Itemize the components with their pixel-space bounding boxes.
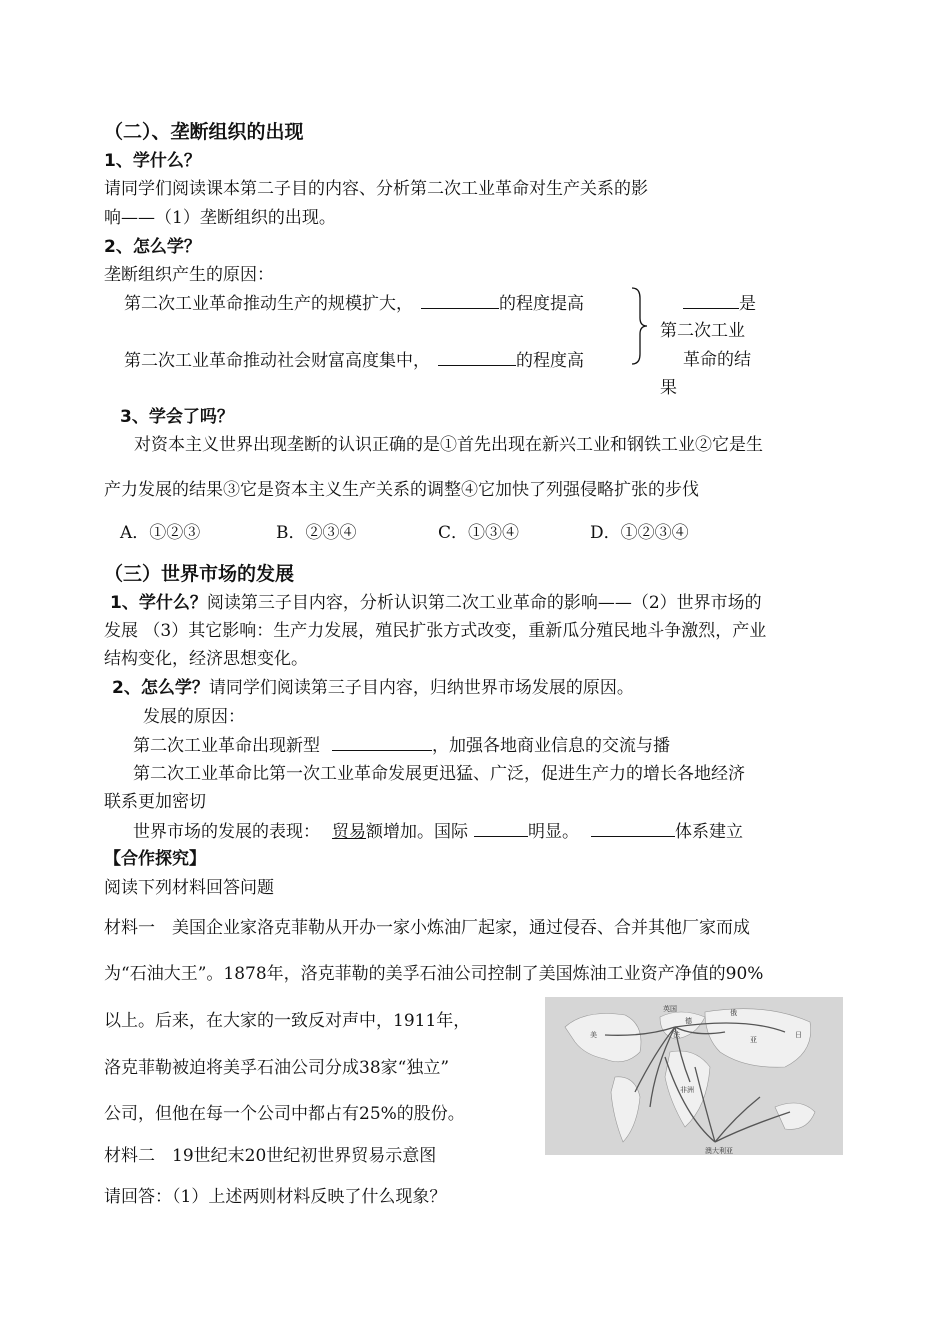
map-label-asia: 亚 bbox=[750, 1036, 757, 1044]
cause-2-text: 第二次工业革命推动社会财富高度集中， bbox=[124, 351, 430, 371]
question-1: 请回答：（1）上述两则材料反映了什么现象？ bbox=[104, 1187, 447, 1207]
material-1-line-4: 洛克菲勒被迫将美孚石油公司分成38家“独立” bbox=[104, 1058, 450, 1078]
section3-title: （三）世界市场的发展 bbox=[104, 563, 295, 585]
map-label-france: 法 bbox=[673, 1031, 680, 1039]
option-c[interactable]: C．①③④ bbox=[438, 523, 520, 543]
section3-q2 bbox=[112, 677, 634, 699]
map-label-africa: 非洲 bbox=[680, 1086, 694, 1094]
section3-q1-text-2: 发展 （3）其它影响：生产力发展，殖民扩张方式改变，重新瓜分殖民地斗争激烈，产业 bbox=[104, 621, 767, 641]
world-trade-map-drawing bbox=[545, 997, 843, 1155]
reason-1 bbox=[133, 734, 670, 757]
result-text-2: 第二次工业 bbox=[660, 321, 745, 341]
world-trade-map bbox=[545, 997, 843, 1155]
cause-2 bbox=[124, 349, 584, 372]
coop-title: 【合作探究】 bbox=[104, 849, 206, 869]
section3-q1-text-1: 阅读第三子目内容，分析认识第二次工业革命的影响——（2）世界市场的 bbox=[206, 593, 762, 613]
performance-trade: 贸易 bbox=[332, 822, 366, 842]
map-label-japan: 日 bbox=[795, 1031, 802, 1039]
material-1-line-1: 材料一 美国企业家洛克菲勒从开办一家小炼油厂起家，通过侵吞、合并其他厂家而成 bbox=[104, 918, 750, 938]
result-text-1: 是 bbox=[739, 294, 756, 314]
section2-q1-text-2: 响——（1）垄断组织的出现。 bbox=[104, 208, 336, 228]
map-label-australia: 澳大利亚 bbox=[705, 1147, 733, 1155]
section3-q1-text-3: 结构变化，经济思想变化。 bbox=[104, 649, 308, 669]
cause-1-blank[interactable] bbox=[421, 292, 499, 309]
result-text-3: 革命的结 bbox=[683, 350, 751, 370]
section2-q3-text-1: 对资本主义世界出现垄断的认识正确的是①首先出现在新兴工业和钢铁工业②它是生 bbox=[134, 435, 763, 455]
cause-2-blank[interactable] bbox=[438, 349, 516, 366]
material-1-line-5: 公司，但他在每一个公司中都占有25%的股份。 bbox=[104, 1104, 465, 1124]
performance-label: 世界市场的发展的表现： bbox=[133, 822, 320, 842]
map-label-america: 美 bbox=[590, 1031, 597, 1039]
cause-1-suffix: 的程度提高 bbox=[499, 294, 584, 314]
cause-2-suffix: 的程度高 bbox=[516, 351, 584, 371]
section2-q1-text-1: 请同学们阅读课本第二子目的内容、分析第二次工业革命对生产关系的影 bbox=[104, 179, 648, 199]
reason-1-suffix: ，加强各地商业信息的交流与播 bbox=[432, 736, 670, 756]
result-line-1 bbox=[683, 292, 756, 315]
section2-q3-text-2: 产力发展的结果③它是资本主义生产关系的调整④它加快了列强侵略扩张的步伐 bbox=[104, 480, 699, 500]
performance-blank-2[interactable] bbox=[591, 820, 675, 837]
curly-brace-icon bbox=[628, 286, 650, 366]
map-label-russia: 俄 bbox=[730, 1009, 737, 1017]
cause-title: 垄断组织产生的原因： bbox=[104, 265, 274, 285]
section3-q1 bbox=[110, 592, 762, 614]
section2-q1-label: 1、学什么？ bbox=[104, 151, 201, 171]
performance-text-b: 额增加。国际 bbox=[366, 822, 468, 842]
map-label-britain: 英国 bbox=[663, 1005, 677, 1013]
coop-intro: 阅读下列材料回答问题 bbox=[104, 878, 274, 898]
reason-title: 发展的原因： bbox=[143, 707, 245, 727]
performance-text-c: 明显。 bbox=[528, 822, 579, 842]
reason-1-blank[interactable] bbox=[332, 734, 432, 751]
result-blank[interactable] bbox=[683, 292, 739, 309]
section3-q2-label: 2、怎么学？ bbox=[112, 678, 209, 698]
cause-1-text: 第二次工业革命推动生产的规模扩大， bbox=[124, 294, 413, 314]
performance-text-d: 体系建立 bbox=[675, 822, 743, 842]
section3-q2-text: 请同学们阅读第三子目内容，归纳世界市场发展的原因。 bbox=[208, 678, 634, 698]
material-1-line-3: 以上。后来，在大家的一致反对声中，1911年， bbox=[104, 1011, 471, 1031]
cause-1 bbox=[124, 292, 584, 315]
material-2-caption: 材料二 19世纪末20世纪初世界贸易示意图 bbox=[104, 1146, 437, 1166]
reason-1-text: 第二次工业革命出现新型 bbox=[133, 736, 320, 756]
section2-q3-label: 3、学会了吗？ bbox=[120, 407, 234, 427]
option-b[interactable]: B．②③④ bbox=[276, 523, 357, 543]
performance-blank-1[interactable] bbox=[474, 820, 528, 837]
map-label-germany: 德 bbox=[685, 1017, 692, 1025]
option-d[interactable]: D．①②③④ bbox=[590, 523, 689, 543]
option-a[interactable]: A．①②③ bbox=[120, 523, 201, 543]
material-1-line-2: 为“石油大王”。1878年，洛克菲勒的美孚石油公司控制了美国炼油工业资产净值的90% bbox=[104, 964, 764, 984]
section2-title: （二）、垄断组织的出现 bbox=[104, 121, 304, 143]
reason-2-line-2: 联系更加密切 bbox=[104, 792, 206, 812]
result-text-4: 果 bbox=[660, 378, 677, 398]
section2-q2-label: 2、怎么学？ bbox=[104, 237, 201, 257]
performance-line bbox=[133, 820, 743, 843]
reason-2-line-1: 第二次工业革命比第一次工业革命发展更迅猛、广泛，促进生产力的增长各地经济 bbox=[133, 764, 745, 784]
section3-q1-label: 1、学什么？ bbox=[110, 593, 207, 613]
